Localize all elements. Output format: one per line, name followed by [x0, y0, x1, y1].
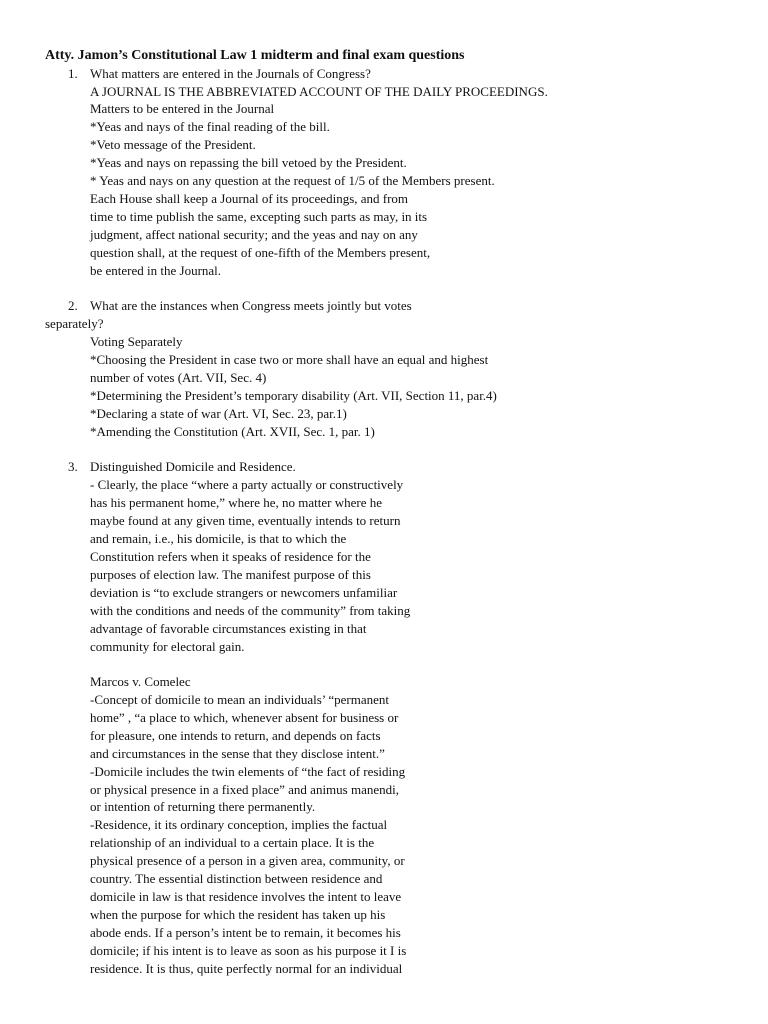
q1-body-line: time to time publish the same, excepting such parts as may, in its [90, 209, 428, 224]
q3-body-line: maybe found at any given time, eventually intends to return [90, 513, 401, 528]
q1-body-line: *Veto message of the President. [90, 137, 256, 152]
case-body-line: home” , “a place to which, whenever absent for business or [90, 710, 399, 725]
case-body-line: or physical presence in a fixed place” and animus manendi, [90, 782, 399, 797]
case-body-line: relationship of an individual to a certain place. It is the [90, 835, 375, 850]
case-body-line: -Residence, it its ordinary conception, implies the factual [90, 817, 388, 832]
q3-body-line: advantage of favorable circumstances existing in that [90, 621, 367, 636]
case-body-line: when the purpose for which the resident has taken up his [90, 907, 386, 922]
case-body-line: domicile; if his intent is to leave as soon as his purpose it I is [90, 943, 407, 958]
q3-body-line: with the conditions and needs of the community” from taking [90, 603, 411, 618]
q3-body-line: Constitution refers when it speaks of residence for the [90, 549, 371, 564]
q3-body-line: purposes of election law. The manifest purpose of this [90, 567, 371, 582]
document-title: Atty. Jamon’s Constitutional Law 1 midterm and final exam questions [45, 48, 465, 63]
q2-body-line: number of votes (Art. VII, Sec. 4) [90, 370, 267, 385]
q1-body-line: Each House shall keep a Journal of its proceedings, and from [90, 191, 409, 206]
q3-body-line: - Clearly, the place “where a party actually or constructively [90, 477, 404, 492]
case-body-line: or intention of returning there permanently. [90, 799, 316, 814]
q3-question: Distinguished Domicile and Residence. [90, 459, 296, 474]
q1-body-line: question shall, at the request of one-fifth of the Members present, [90, 245, 431, 260]
case-body-line: physical presence of a person in a given area, community, or [90, 853, 405, 868]
q3-body-line: deviation is “to exclude strangers or newcomers unfamiliar [90, 585, 398, 600]
q2-body-line: *Choosing the President in case two or more shall have an equal and highest [90, 352, 489, 367]
q1-body-line: *Yeas and nays of the final reading of the bill. [90, 119, 330, 134]
q3-body-line: has his permanent home,” where he, no matter where he [90, 495, 383, 510]
q2-question: What are the instances when Congress meets jointly but votes [90, 298, 412, 313]
q2-body-line: *Declaring a state of war (Art. VI, Sec. 23, par.1) [90, 406, 347, 421]
q1-body-line: Matters to be entered in the Journal [90, 101, 275, 116]
q1-body-line: be entered in the Journal. [90, 263, 222, 278]
q1-number: 1. [68, 66, 78, 81]
case-body-line: domicile in law is that residence involves the intent to leave [90, 889, 402, 904]
q2-body-line: *Amending the Constitution (Art. XVII, Sec. 1, par. 1) [90, 424, 375, 439]
case-body-line: -Concept of domicile to mean an individuals’ “permanent [90, 692, 390, 707]
case-title: Marcos v. Comelec [90, 674, 191, 689]
case-body-line: abode ends. If a person’s intent be to remain, it becomes his [90, 925, 401, 940]
q3-body-line: community for electoral gain. [90, 639, 245, 654]
q1-body-line: * Yeas and nays on any question at the request of 1/5 of the Members present. [90, 173, 495, 188]
q2-body-line: *Determining the President’s temporary disability (Art. VII, Section 11, par.4) [90, 388, 497, 403]
case-body-line: country. The essential distinction between residence and [90, 871, 383, 886]
q2-question-cont: separately? [45, 316, 104, 331]
case-body-line: residence. It is thus, quite perfectly normal for an individual [90, 961, 403, 976]
q1-body-line: *Yeas and nays on repassing the bill vetoed by the President. [90, 155, 407, 170]
q1-body-line: A JOURNAL IS THE ABBREVIATED ACCOUNT OF THE DAILY PROCEEDINGS. [90, 84, 548, 99]
q1-question: What matters are entered in the Journals of Congress? [90, 66, 371, 81]
case-body-line: and circumstances in the sense that they disclose intent.” [90, 746, 385, 761]
q3-number: 3. [68, 459, 78, 474]
case-body-line: for pleasure, one intends to return, and depends on facts [90, 728, 381, 743]
case-body-line: -Domicile includes the twin elements of “the fact of residing [90, 764, 406, 779]
q3-body-line: and remain, i.e., his domicile, is that to which the [90, 531, 347, 546]
q2-number: 2. [68, 298, 78, 313]
q1-body-line: judgment, affect national security; and the yeas and nay on any [90, 227, 418, 242]
q2-body-line: Voting Separately [90, 334, 183, 349]
